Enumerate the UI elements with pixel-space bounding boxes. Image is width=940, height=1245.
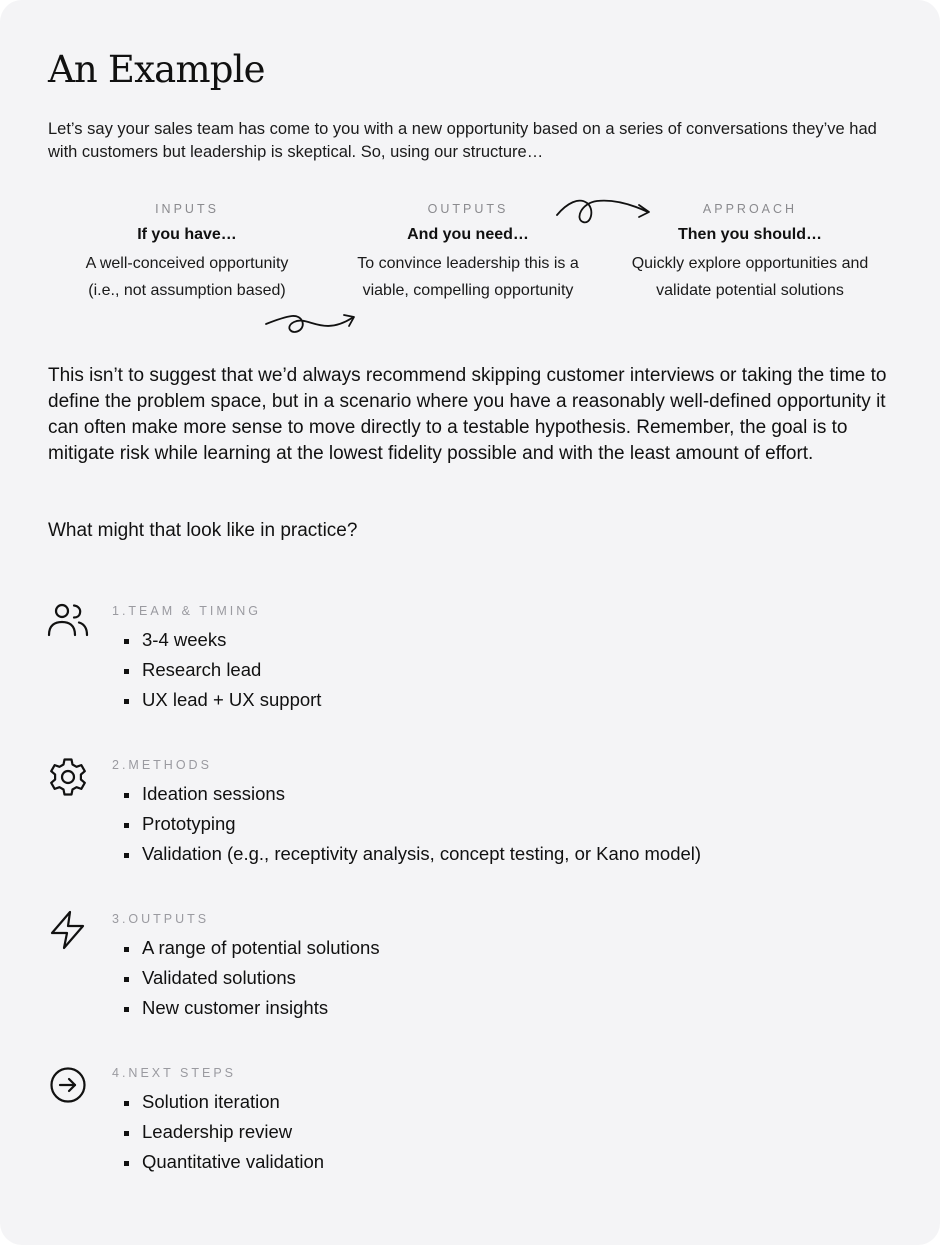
list-item: Solution iteration [142, 1087, 324, 1117]
step-line: To convince leadership this is a [357, 255, 579, 272]
list-item: Leadership review [142, 1117, 324, 1147]
section-label: 2.METHODS [112, 758, 212, 772]
list-item: Validation (e.g., receptivity analysis, concept testing, or Kano model) [142, 839, 701, 869]
lightning-icon [46, 909, 90, 953]
list-item: Prototyping [142, 809, 701, 839]
step-heading: Then you should… [678, 226, 822, 243]
squiggle-arrow-icon [553, 193, 653, 231]
section-list [142, 625, 321, 715]
step-heading: And you need… [407, 226, 529, 243]
list-item: New customer insights [142, 993, 380, 1023]
step-line: Quickly explore opportunities and [631, 255, 869, 272]
section-list [142, 1087, 324, 1177]
list-item: UX lead + UX support [142, 685, 321, 715]
step-label: INPUTS [155, 202, 219, 216]
squiggle-arrow-icon [262, 305, 362, 345]
arrow-circle-icon [46, 1063, 90, 1107]
page-title: An Example [48, 48, 265, 91]
team-icon [46, 601, 90, 645]
list-item: Ideation sessions [142, 779, 701, 809]
step-line: viable, compelling opportunity [362, 282, 574, 299]
question-text: What might that look like in practice? [48, 520, 358, 541]
step-inputs [47, 200, 327, 304]
list-item: 3-4 weeks [142, 625, 321, 655]
section-label: 3.OUTPUTS [112, 912, 210, 926]
section-label: 4.NEXT STEPS [112, 1066, 236, 1080]
list-item: Research lead [142, 655, 321, 685]
step-heading: If you have… [137, 226, 237, 243]
list-item: Validated solutions [142, 963, 380, 993]
section-list [142, 779, 701, 869]
step-label: OUTPUTS [427, 202, 509, 216]
list-item: Quantitative validation [142, 1147, 324, 1177]
step-line: A well-conceived opportunity [85, 255, 289, 272]
step-label: APPROACH [702, 202, 798, 216]
list-item: A range of potential solutions [142, 933, 380, 963]
step-line: (i.e., not assumption based) [88, 282, 286, 299]
gear-icon [46, 755, 90, 799]
intro-text: Let’s say your sales team has come to you with a new opportunity based on a series of conversations they’ve had with customers but leadership is skeptical. So, using our structure… [48, 120, 877, 161]
body-paragraph: This isn’t to suggest that we’d always recommend skipping customer interviews or taking the time to define the problem space, but in a scenario where you have a reasonably well-defined opportunity it can often make more sense to move directly to a testable hypothesis. Remember, the goal is to mitigate risk while learning at the lowest fidelity possible and with the least amount of effort. [48, 365, 887, 464]
section-label: 1.TEAM & TIMING [112, 604, 261, 618]
step-line: validate potential solutions [656, 282, 844, 299]
section-list [142, 933, 380, 1023]
